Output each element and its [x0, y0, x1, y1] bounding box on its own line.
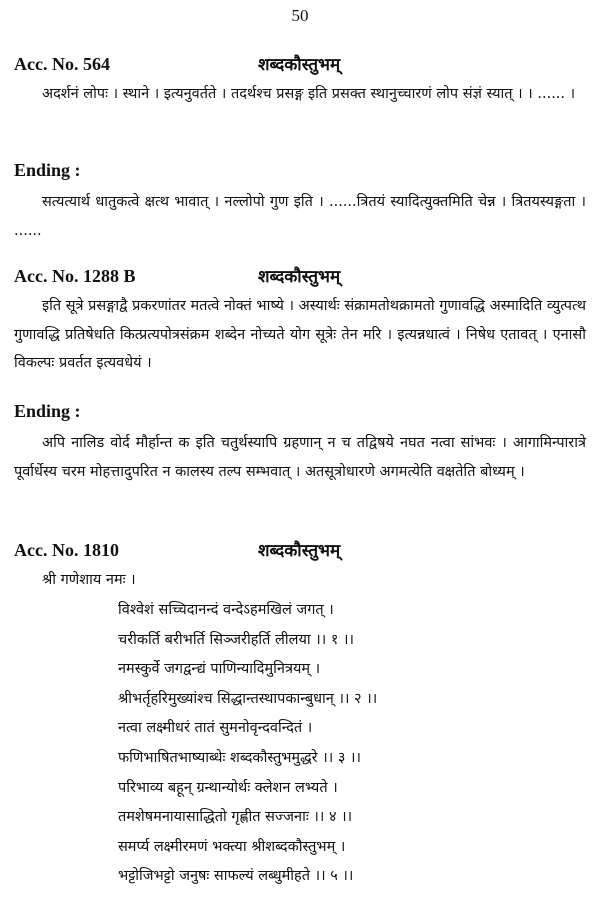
section-acc-1810	[14, 538, 586, 892]
verse-line: नमस्कुर्वे जगद्वन्द्यं पाणिन्यादिमुनित्रयम् ।	[118, 661, 321, 678]
verse-line: तमशेषमनायासाद्धितो गृह्णीत सज्जनाः ।। ४ ।।	[118, 809, 353, 826]
section-acc-564	[14, 52, 586, 115]
accession-number: Acc. No. 1288 B	[14, 266, 136, 286]
accession-number: Acc. No. 1810	[14, 540, 119, 560]
opening-text: अदर्शनं लोपः । स्थाने । इत्यनुवर्तते । तदर्थश्च प्रसङ्ग इति प्रसक्त स्थानुच्चारणं लोप संज्ञं स्यात् । । ...... ।	[42, 86, 576, 102]
page-number: 50	[291, 6, 309, 25]
verse-line: परिभाव्य बहून् ग्रन्थान्योर्थः क्लेशन लभ्यते ।	[118, 779, 338, 796]
verse-line: चरीकर्ति बरीभर्ति सिञ्जरीहर्ति लीलया ।। १ ।।	[118, 631, 354, 648]
entry-title: शब्दकौस्तुभम्	[258, 55, 341, 75]
ending-text: अपि नालिड वोर्द मौर्हान्त क इति चतुर्थस्यापि ग्रहणान् न च तद्विषये नघत नत्वा सांभवः । आगामिन्पारात्रे पूर्वार्धेस्य चरम मोहत्तादुपरित न कालस्य तल्प सम्भवात् । अतसूत्रोधारणे अगमत्येति वक्षतेति बोध्यम् ।	[14, 435, 586, 480]
ending-label: Ending :	[14, 160, 81, 180]
invocation-line: श्री गणेशाय नमः ।	[42, 572, 136, 588]
entry-header	[14, 264, 586, 288]
verse-line: श्रीभर्तृहरिमुख्यांश्च सिद्धान्तस्थापकान्बुधान् ।। २ ।।	[118, 690, 378, 707]
verse-line: विश्वेशं सच्चिदानन्दं वन्देऽहमखिलं जगत् ।	[118, 602, 334, 618]
verse-block	[14, 596, 586, 892]
verse-line: फणिभाषितभाष्याब्धेः शब्दकौस्तुभमुद्धरे ।। ३ ।।	[118, 749, 361, 766]
verse-line: समर्प्य लक्ष्मीरमणं भक्त्या श्रीशब्दकौस्तुभम् ।	[118, 838, 346, 855]
verse-line: भट्टोजिभट्टो जनुषः साफल्यं लब्धुमीहते ।। ५ ।।	[118, 868, 354, 885]
section-acc-1288b	[14, 264, 586, 384]
accession-number: Acc. No. 564	[14, 54, 110, 74]
entry-title: शब्दकौस्तुभम्	[258, 541, 341, 561]
ending-label: Ending :	[14, 401, 81, 421]
entry-header	[14, 538, 586, 562]
section-ending-564	[14, 160, 586, 251]
ending-text: सत्यत्यार्थ धातुकत्वे क्षत्थ भावात् । नल्लोपो गुण इति । ......त्रितयं स्यादित्युक्तमिति चेन्न । त्रितयस्यङ्गता । ......	[14, 194, 586, 239]
entry-header	[14, 52, 586, 76]
opening-text: इति सूत्रे प्रसङ्गाद्वै प्रकरणांतर मतत्वे नोक्तं भाष्ये । अस्यार्थः संक्रामतोथक्रामतो गुणावद्धि अस्मादिति व्युत्पत्थ गुणावद्धि प्रतिषेधति कित्प्रत्यपोत्रसंक्रम शब्देन नोच्यते योग सूत्रेः तेन मरि । इत्यन्नधात्वं । निषेध एतावत् । एनासौ विकल्पः प्रवर्तत इत्यवधेयं ।	[14, 298, 586, 371]
section-ending-1288b	[14, 401, 586, 492]
entry-title: शब्दकौस्तुभम्	[258, 267, 341, 287]
verse-line: नत्वा लक्ष्मीधरं तातं सुमनोवृन्दवन्दितं ।	[118, 720, 313, 737]
